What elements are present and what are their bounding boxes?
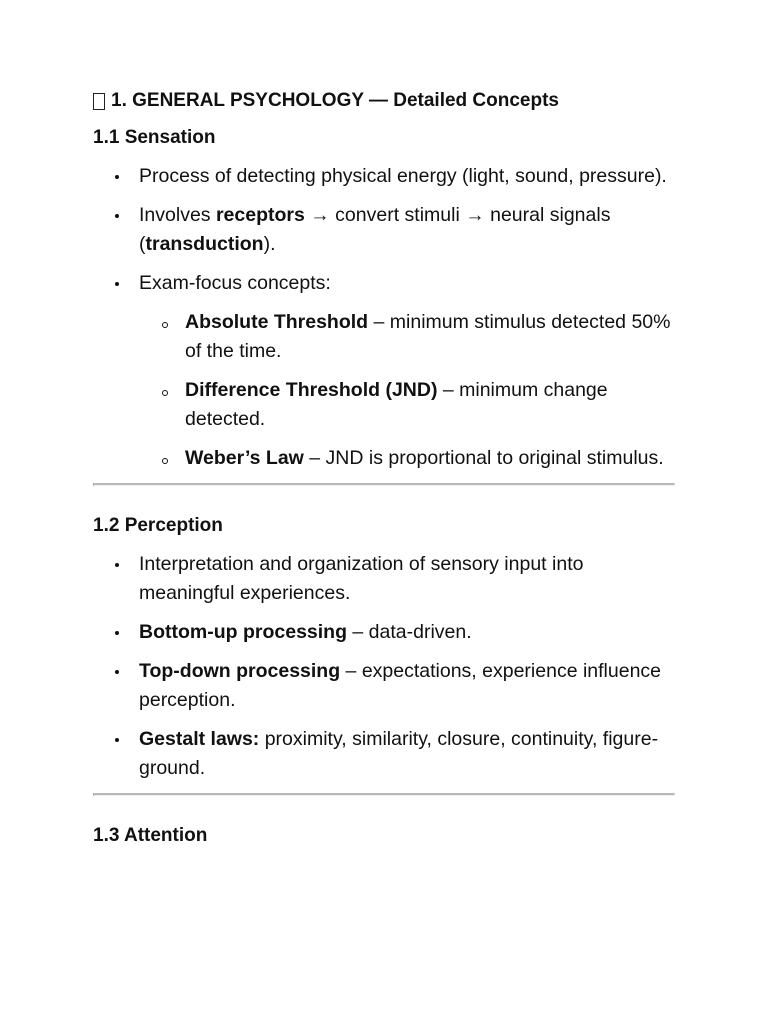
bullet-text: Process of detecting physical energy (light, sound, pressure). bbox=[139, 165, 667, 187]
sub-bullet-icon bbox=[162, 322, 168, 328]
document-title-text: 1. GENERAL PSYCHOLOGY — Detailed Concepts bbox=[111, 90, 560, 111]
bullet-icon bbox=[115, 214, 119, 218]
section-divider bbox=[93, 793, 675, 796]
sub-list-item bbox=[139, 444, 675, 473]
sub-bullet-bold-term: Absolute Threshold bbox=[185, 311, 369, 333]
bullet-icon bbox=[115, 175, 119, 179]
bullet-text: Involves bbox=[139, 204, 216, 226]
sub-bullet-icon bbox=[162, 458, 168, 464]
bullet-text: proximity, similarity, closure, continuity, figure-ground. bbox=[139, 728, 659, 779]
bullet-text: Interpretation and organization of sensory input into meaningful experiences. bbox=[139, 553, 584, 604]
bullet-text: → convert stimuli → neural signals ( bbox=[139, 204, 611, 255]
bullet-icon bbox=[115, 631, 119, 635]
bullet-icon bbox=[115, 563, 119, 567]
sub-bullet-text: – JND is proportional to original stimulus. bbox=[303, 447, 664, 469]
missing-glyph-icon bbox=[93, 93, 105, 110]
bullet-bold-term: Gestalt laws: bbox=[139, 728, 260, 750]
bullet-text: – data-driven. bbox=[347, 621, 472, 643]
bullet-bold-term: Top-down processing bbox=[139, 660, 341, 682]
bullet-bold-term: Bottom-up processing bbox=[139, 621, 347, 643]
bullet-text: ). bbox=[263, 233, 276, 255]
section-divider bbox=[93, 483, 675, 486]
bullet-icon bbox=[115, 738, 119, 742]
bullet-text: – expectations, experience influence perception. bbox=[139, 660, 662, 711]
sub-bullet-bold-term: Difference Threshold (JND) bbox=[185, 379, 438, 401]
sub-bullet-text: – minimum stimulus detected 50% of the time. bbox=[185, 311, 671, 362]
sensation-bullet-list bbox=[93, 162, 675, 473]
sub-bullet-bold-term: Weber’s Law bbox=[185, 447, 304, 469]
bullet-icon bbox=[115, 282, 119, 286]
bullet-icon bbox=[115, 670, 119, 674]
list-item bbox=[93, 618, 675, 647]
section-heading-sensation: 1.1 Sensation bbox=[93, 127, 216, 148]
sub-list-item bbox=[139, 308, 675, 366]
section-perception bbox=[93, 511, 675, 783]
section-attention bbox=[93, 821, 675, 851]
section-sensation bbox=[93, 123, 675, 473]
document-page bbox=[93, 86, 675, 851]
list-item bbox=[93, 550, 675, 608]
perception-bullet-list bbox=[93, 550, 675, 783]
bullet-bold-term: receptors bbox=[215, 204, 305, 226]
sub-list-item bbox=[139, 376, 675, 434]
list-item bbox=[93, 162, 675, 191]
sub-bullet-icon bbox=[162, 390, 168, 396]
sub-bullet-text: – minimum change detected. bbox=[185, 379, 608, 430]
section-heading-perception: 1.2 Perception bbox=[93, 515, 223, 536]
exam-focus-sub-list bbox=[139, 308, 675, 473]
list-item bbox=[93, 269, 675, 473]
document-title bbox=[93, 86, 675, 116]
bullet-bold-term: transduction bbox=[145, 233, 264, 255]
list-item bbox=[93, 201, 675, 259]
bullet-text: Exam-focus concepts: bbox=[139, 272, 331, 294]
list-item bbox=[93, 657, 675, 715]
list-item bbox=[93, 725, 675, 783]
section-heading-attention: 1.3 Attention bbox=[93, 825, 208, 846]
